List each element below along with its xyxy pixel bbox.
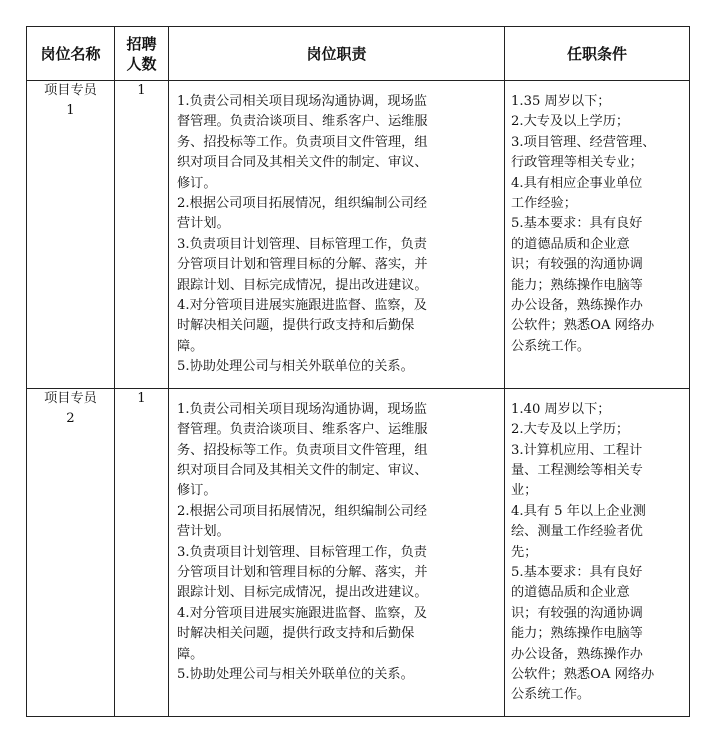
requirement-line: 量、工程测绘等相关专 [511, 462, 643, 478]
position-name-line: 项目专员 [44, 83, 97, 98]
requirement-line: 能力；熟练操作电脑等 [511, 626, 643, 642]
duty-line: 4.对分管项目进展实施跟进监督、监察，及 [177, 605, 427, 621]
table-header [27, 27, 690, 81]
header-requirements [505, 27, 690, 81]
duty-line: 营计划。 [177, 216, 230, 232]
duty-line: 织对项目合同及其相关文件的制定、审议、 [177, 462, 428, 478]
requirement-line: 公软件；熟悉OA 网络办 [511, 666, 655, 682]
table-row [27, 388, 690, 716]
requirement-line: 的道德品质和企业意 [511, 236, 630, 252]
table-body [27, 81, 690, 717]
header-row [27, 27, 690, 81]
duty-line: 督管理。负责洽谈项目、维系客户、运维服 [177, 422, 428, 438]
requirement-line: 业； [511, 483, 538, 499]
table-row [27, 81, 690, 389]
requirement-line: 能力；熟练操作电脑等 [511, 277, 643, 293]
requirement-line: 1.35 周岁以下； [511, 94, 611, 109]
duty-line: 务、招投标等工作。负责项目文件管理，组 [177, 134, 428, 150]
duty-line: 2.根据公司项目拓展情况，组织编制公司经 [177, 196, 427, 212]
duty-line: 织对项目合同及其相关文件的制定、审议、 [177, 155, 428, 171]
header-position-name [27, 27, 115, 81]
job-table [26, 26, 690, 717]
duty-line: 3.负责项目计划管理、目标管理工作，负责 [177, 544, 427, 560]
duties-cell [169, 81, 505, 389]
requirement-line: 的道德品质和企业意 [511, 585, 630, 601]
headcount-cell [115, 81, 169, 389]
duty-line: 修订。 [177, 483, 217, 499]
header-headcount-line-2: 人数 [126, 54, 157, 73]
position-name-line: 1 [66, 103, 75, 119]
requirements-cell [505, 388, 690, 716]
duties-cell [169, 388, 505, 716]
duty-line: 障。 [177, 646, 204, 662]
duty-line: 3.负责项目计划管理、目标管理工作，负责 [177, 236, 427, 252]
requirement-line: 先； [511, 544, 538, 560]
duty-line: 务、招投标等工作。负责项目文件管理，组 [177, 442, 428, 458]
requirements-cell [505, 81, 690, 389]
requirement-line: 5.基本要求：具有良好 [511, 216, 643, 232]
requirement-line: 4.具有 5 年以上企业测 [511, 503, 646, 519]
headcount-value: 1 [137, 83, 146, 98]
requirement-line: 识；有较强的沟通协调 [511, 257, 643, 273]
position-name-cell [27, 388, 115, 716]
requirement-line: 识；有较强的沟通协调 [511, 605, 643, 621]
duty-line: 障。 [177, 338, 204, 354]
header-duties [169, 27, 505, 81]
header-headcount [115, 27, 169, 81]
header-duties-label: 岗位职责 [306, 44, 367, 63]
requirement-line: 办公设备，熟练操作办 [511, 646, 643, 662]
duty-line: 督管理。负责洽谈项目、维系客户、运维服 [177, 114, 428, 130]
headcount-cell [115, 388, 169, 716]
requirement-line: 公系统工作。 [511, 338, 591, 354]
duty-line: 跟踪计划、目标完成情况，提出改进建议。 [177, 585, 428, 601]
header-headcount-line-1: 招聘 [126, 34, 157, 53]
duty-line: 时解决相关问题，提供行政支持和后勤保 [177, 626, 415, 642]
headcount-value: 1 [137, 390, 146, 406]
duty-line: 5.协助处理公司与相关外联单位的关系。 [177, 359, 414, 375]
duty-line: 5.协助处理公司与相关外联单位的关系。 [177, 666, 414, 682]
duty-line: 营计划。 [177, 524, 230, 540]
position-name-cell [27, 81, 115, 389]
requirement-line: 公软件；熟悉OA 网络办 [511, 318, 655, 334]
requirement-line: 公系统工作。 [511, 687, 591, 703]
requirement-line: 4.具有相应企事业单位 [511, 175, 643, 191]
position-name-line: 项目专员 [44, 390, 97, 406]
duty-line: 跟踪计划、目标完成情况，提出改进建议。 [177, 277, 428, 293]
requirement-line: 1.40 周岁以下； [511, 401, 611, 417]
duty-line: 分管项目计划和管理目标的分解、落实，并 [177, 564, 428, 580]
duty-line: 4.对分管项目进展实施跟进监督、监察，及 [177, 298, 427, 314]
requirement-line: 3.计算机应用、工程计 [511, 442, 643, 458]
requirement-line: 2.大专及以上学历； [511, 422, 630, 438]
header-position-name-label: 岗位名称 [40, 44, 101, 63]
requirement-line: 办公设备，熟练操作办 [511, 298, 643, 314]
position-name-line: 2 [66, 411, 75, 427]
requirement-line: 2.大专及以上学历； [511, 114, 630, 130]
header-requirements-label: 任职条件 [566, 44, 627, 63]
duty-line: 修订。 [177, 175, 217, 191]
duty-line: 1.负责公司相关项目现场沟通协调，现场监 [177, 401, 427, 417]
duty-line: 分管项目计划和管理目标的分解、落实，并 [177, 257, 428, 273]
duty-line: 时解决相关问题，提供行政支持和后勤保 [177, 318, 415, 334]
requirement-line: 工作经验； [511, 196, 577, 212]
requirement-line: 绘、测量工作经验者优 [511, 524, 643, 540]
duty-line: 1.负责公司相关项目现场沟通协调，现场监 [177, 94, 427, 109]
duty-line: 2.根据公司项目拓展情况，组织编制公司经 [177, 503, 427, 519]
requirement-line: 5.基本要求：具有良好 [511, 564, 643, 580]
requirement-line: 3.项目管理、经营管理、 [511, 134, 656, 150]
requirement-line: 行政管理等相关专业； [511, 155, 643, 171]
